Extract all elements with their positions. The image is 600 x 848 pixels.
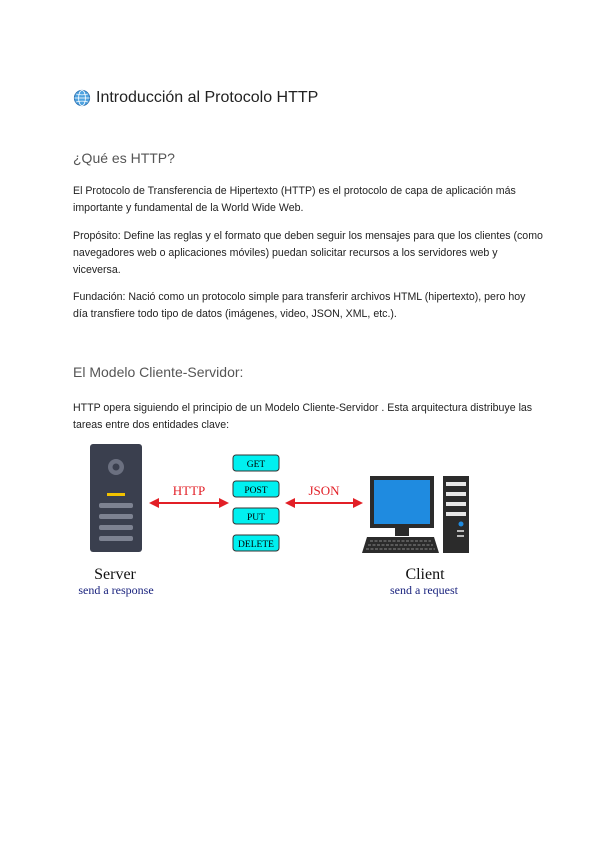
server-icon bbox=[90, 444, 142, 552]
method-delete bbox=[233, 535, 279, 551]
client-label: Client bbox=[405, 566, 445, 583]
json-arrow bbox=[285, 498, 363, 508]
page-title-text: Introducción al Protocolo HTTP bbox=[96, 89, 319, 106]
paragraph-intro: El Protocolo de Transferencia de Hipertexto (HTTP) es el protocolo de capa de aplicación más importante y fundamental de la World Wide Web. bbox=[73, 185, 516, 214]
method-get-label: GET bbox=[246, 460, 266, 470]
page-title bbox=[73, 89, 318, 107]
paragraph-foundation: Fundación: Nació como un protocolo simple para transferir archivos HTML (hipertexto), pero hoy día transfiere todo tipo de datos (imágenes, video, JSON, XML, etc.). bbox=[73, 291, 526, 320]
http-arrow-label: HTTP bbox=[172, 483, 206, 498]
method-get bbox=[233, 455, 279, 471]
http-arrow bbox=[149, 498, 229, 508]
method-delete-label: DELETE bbox=[238, 540, 274, 550]
client-computer-icon bbox=[362, 476, 469, 553]
globe-icon bbox=[73, 89, 91, 107]
method-put-label: PUT bbox=[247, 513, 265, 523]
method-post-label: POST bbox=[244, 486, 268, 496]
paragraph-client-server: HTTP opera siguiendo el principio de un Modelo Cliente-Servidor . Esta arquitectura distribuye las tareas entre dos entidades clave: bbox=[73, 402, 533, 431]
server-label: Server bbox=[94, 566, 136, 583]
client-caption: send a request bbox=[390, 583, 458, 597]
server-caption: send a response bbox=[78, 583, 154, 597]
method-put bbox=[233, 508, 279, 524]
section-heading-client-server: El Modelo Cliente-Servidor: bbox=[73, 364, 244, 380]
json-arrow-label: JSON bbox=[308, 483, 340, 498]
paragraph-purpose: Propósito: Define las reglas y el formato que deben seguir los mensajes para que los clientes (como navegadores web o aplicaciones móviles) puedan solicitar recursos a los servidores web y viceversa. bbox=[73, 230, 543, 276]
section-heading-what-is-http: ¿Qué es HTTP? bbox=[73, 150, 175, 166]
diagram-svg bbox=[73, 440, 483, 605]
client-server-diagram bbox=[73, 440, 483, 605]
method-post bbox=[233, 481, 279, 497]
